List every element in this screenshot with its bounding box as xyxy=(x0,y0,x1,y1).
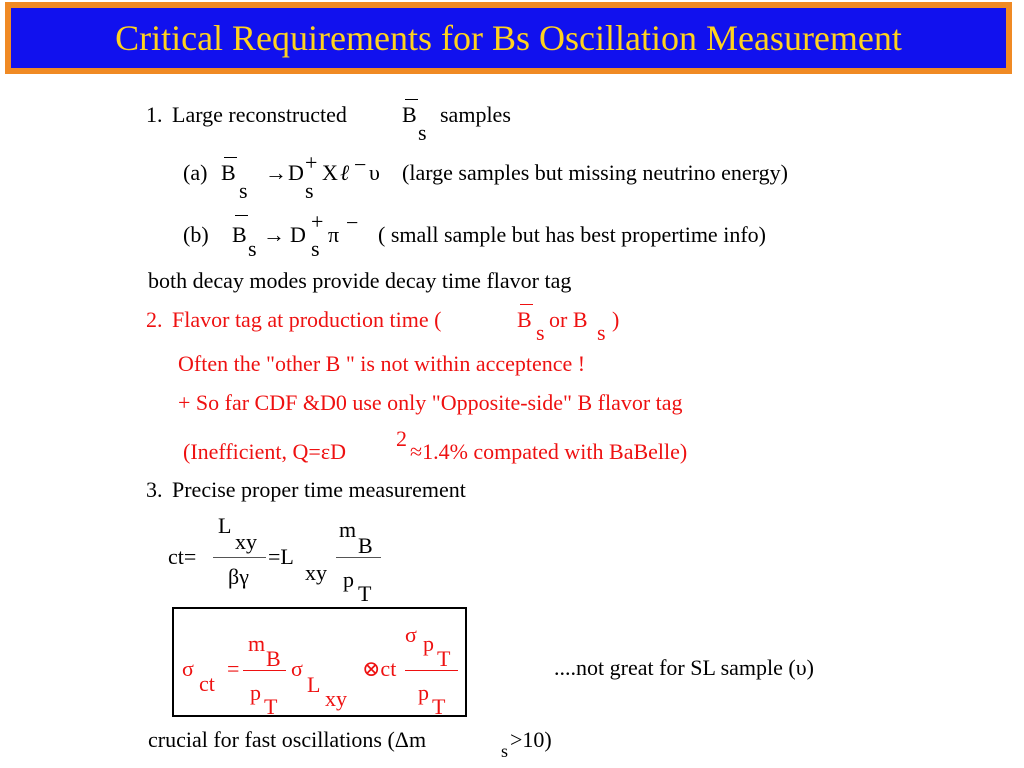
ct-fraction-line-1 xyxy=(213,557,266,558)
sigma-xy: xy xyxy=(325,686,347,711)
item1b-arrow: → xyxy=(263,222,285,247)
ct-eq-L: =L xyxy=(268,544,294,569)
ct-p: p xyxy=(343,567,354,592)
inefficient-post: ≈1.4% compated with BaBelle) xyxy=(410,439,688,464)
sigma-L: L xyxy=(307,672,321,697)
item1b-B: B xyxy=(232,222,247,247)
item1a-minus: − xyxy=(354,152,367,177)
ct-xy: xy xyxy=(235,529,257,554)
item1a-s: s xyxy=(239,178,248,203)
item1a-note: (large samples but missing neutrino energy) xyxy=(402,160,788,185)
slide-title: Critical Requirements for Bs Oscillation Measurement xyxy=(115,18,902,58)
inefficient-pre: (Inefficient, Q=εD xyxy=(183,439,346,464)
item1b-plus: + xyxy=(311,209,324,234)
item1-bbar xyxy=(405,99,418,100)
item3-number: 3. xyxy=(146,477,163,502)
item2-B: B xyxy=(517,307,532,332)
ct-B: B xyxy=(358,533,373,558)
item1b-minus: − xyxy=(346,210,359,235)
sigma-L-sigma: σ xyxy=(291,656,303,681)
sigma-pT2-T: T xyxy=(432,694,446,719)
item2-s2: s xyxy=(597,320,606,345)
item2-text: Flavor tag at production time ( xyxy=(172,307,442,332)
item1a-s2: s xyxy=(305,178,314,203)
sigma-fraction-line-2 xyxy=(405,670,458,671)
title-banner xyxy=(5,2,1012,74)
item1b-D: D xyxy=(290,222,306,247)
both-modes-line: both decay modes provide decay time flavor tag xyxy=(148,268,572,293)
ct-L: L xyxy=(218,513,232,538)
item2-bbar xyxy=(520,304,533,305)
item2-number: 2. xyxy=(146,307,163,332)
often-line: Often the "other B " is not within acceptence ! xyxy=(178,351,586,376)
sigma-pT-p: p xyxy=(423,631,434,656)
item1b-label: (b) xyxy=(183,222,209,247)
ct-beta-gamma: βγ xyxy=(228,564,249,589)
sigma-fraction-line-1 xyxy=(243,670,286,671)
sigma-otimes-ct: ⊗ct xyxy=(362,656,397,681)
ct-m: m xyxy=(339,517,357,542)
ct-T: T xyxy=(358,581,372,606)
ct-lhs: ct= xyxy=(168,544,197,569)
ct-xy2: xy xyxy=(305,560,327,585)
item1a-plus: + xyxy=(305,150,318,175)
item1a-B: B xyxy=(221,160,236,185)
inefficient-sup: 2 xyxy=(396,426,407,451)
sigma-m: m xyxy=(248,631,266,656)
so-far-line: + So far CDF &D0 use only "Opposite-side" B flavor tag xyxy=(178,390,683,415)
item2-s: s xyxy=(536,320,545,345)
item1-text: Large reconstructed xyxy=(172,102,347,127)
item2-or: or B xyxy=(549,307,588,332)
item1a-ell: ℓ xyxy=(340,160,350,185)
item1-s: s xyxy=(418,120,427,145)
item1b-note: ( small sample but has best propertime info) xyxy=(378,222,766,247)
item1a-arrow: → xyxy=(265,160,287,185)
crucial-pre: crucial for fast oscillations (Δm xyxy=(148,727,427,752)
item1b-pi: π xyxy=(328,222,340,247)
sigma-pT2-p: p xyxy=(418,680,429,705)
crucial-sub: s xyxy=(501,741,509,761)
ct-fraction-line-2 xyxy=(336,557,381,558)
sigma-B: B xyxy=(266,646,281,671)
sigma-ct-sigma: σ xyxy=(182,656,194,681)
item1b-bbar xyxy=(235,215,248,216)
item1a-label: (a) xyxy=(183,160,208,185)
item1a-X: X xyxy=(322,160,338,185)
item1a-D: D xyxy=(288,160,304,185)
item2-close: ) xyxy=(612,307,620,332)
sigma-pT-sigma: σ xyxy=(405,622,417,647)
crucial-post: >10) xyxy=(510,727,552,752)
item1a-bbar xyxy=(224,157,237,158)
item1-B: B xyxy=(402,102,417,127)
item1a-nu: υ xyxy=(369,160,380,185)
item1b-s2: s xyxy=(311,236,320,261)
sigma-T: T xyxy=(264,694,278,719)
item1-samples: samples xyxy=(440,102,511,127)
sigma-eq: = xyxy=(227,656,240,681)
sigma-ct-sub: ct xyxy=(199,671,215,696)
item1b-s: s xyxy=(248,236,257,261)
sl-sample-note: ....not great for SL sample (υ) xyxy=(554,655,814,680)
sigma-p: p xyxy=(250,680,261,705)
item1-number: 1. xyxy=(146,102,163,127)
sigma-pT-T: T xyxy=(437,646,451,671)
item3-text: Precise proper time measurement xyxy=(172,477,466,502)
